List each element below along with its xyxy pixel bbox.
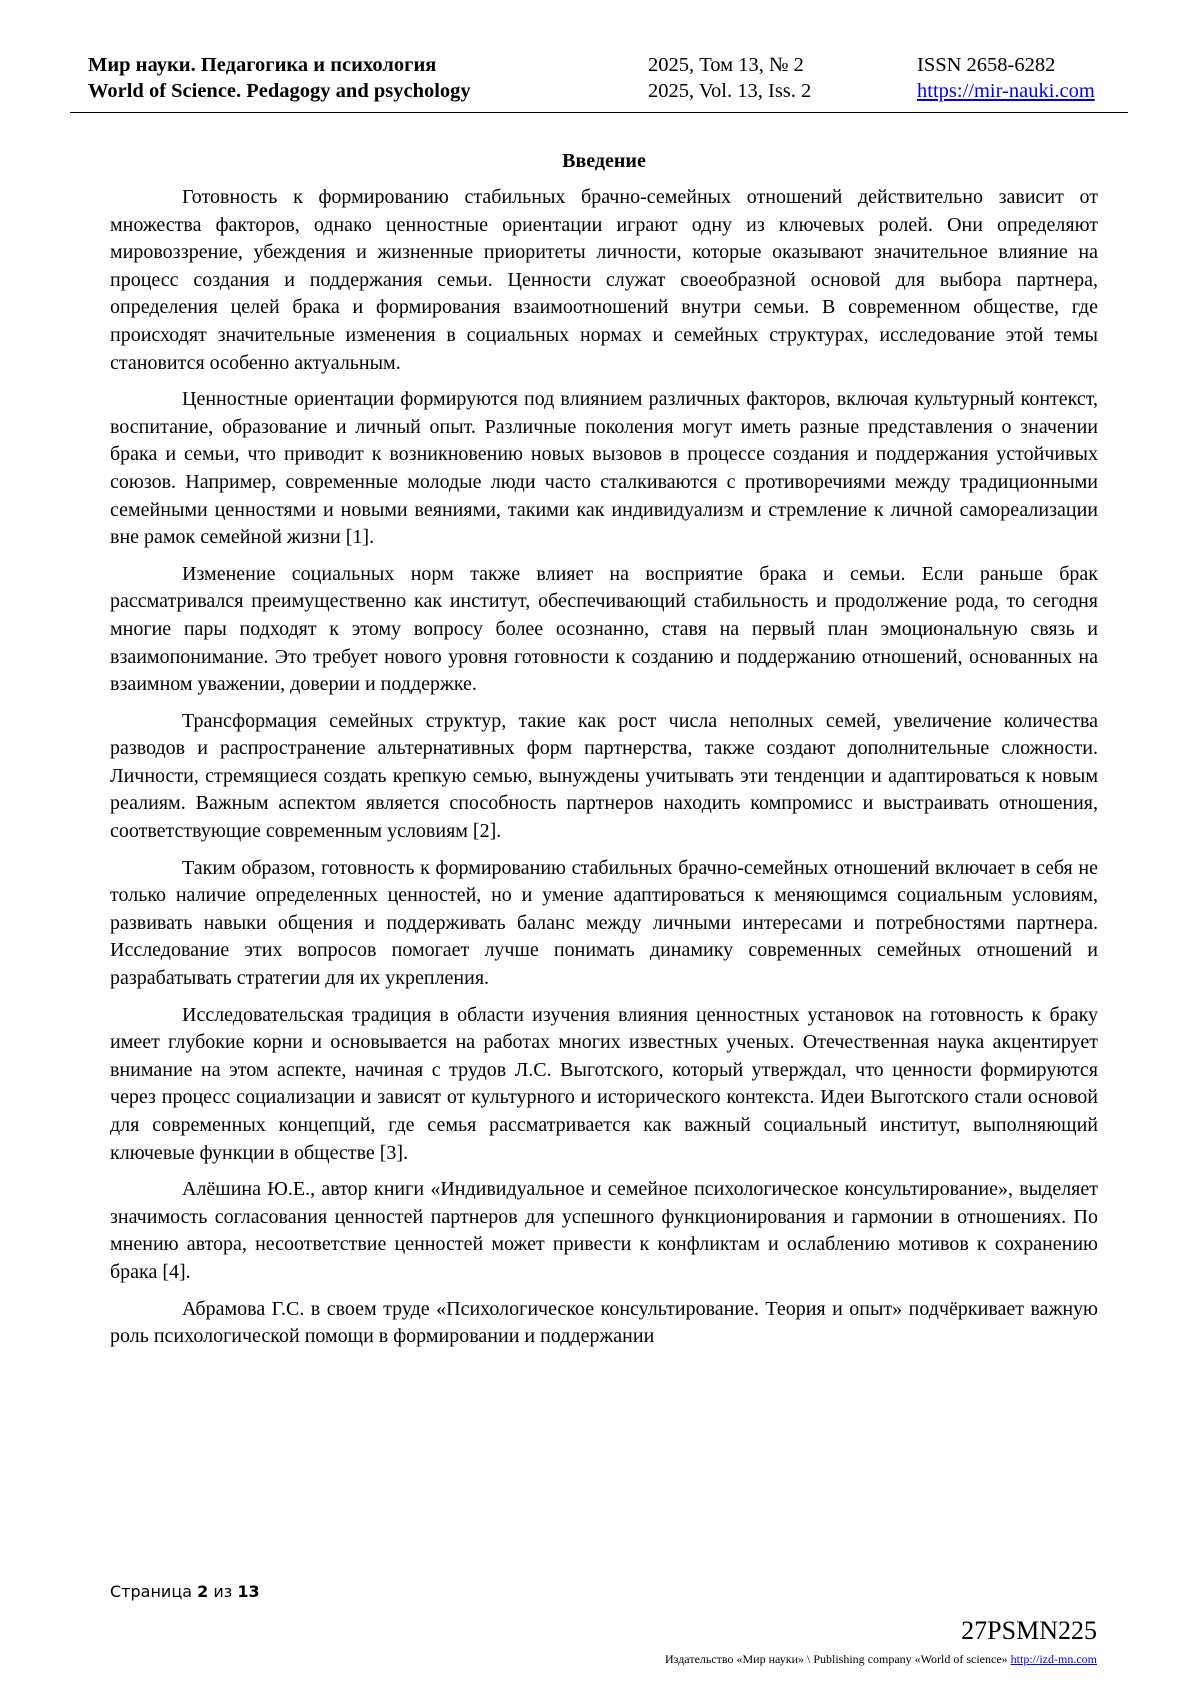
- paragraph-2: Ценностные ориентации формируются под влиянием различных факторов, включая культурный контекст, воспитание, образование и личный опыт. Различные поколения могут иметь разные представления о значении брака и семьи, что приводит к возникновению новых вызовов в процессе создания и поддержания устойчивых союзов. Например, современные молодые люди часто сталкиваются с противоречиями между традиционными семейными ценностями и новыми веяниями, такими как индивидуализм и стремление к личной самореализации вне рамок семейной жизни [1].: [110, 388, 1098, 549]
- section-title: Введение: [562, 150, 646, 172]
- paragraph-6: Исследовательская традиция в области изучения влияния ценностных установок на готовность к браку имеет глубокие корни и основывается на работах многих известных ученых. Отечественная наука акцентирует внимание на этом аспекте, начиная с трудов Л.С. Выготского, который утверждал, что ценности формируются через процесс социализации и зависят от культурного и исторического контекста. Идеи Выготского стали основой для современных концепций, где семья рассматривается как важный социальный институт, выполняющий ключевые функции в обществе [3].: [110, 1003, 1098, 1164]
- publisher-line: [665, 1652, 1097, 1667]
- issn-block: [917, 52, 1095, 104]
- page-total: 13: [237, 1582, 260, 1601]
- publisher-text: Издательство «Мир науки» \ Publishing company «World of science»: [665, 1652, 1008, 1666]
- page-number: [110, 1582, 260, 1601]
- publisher-url-link[interactable]: http://izd-mn.com: [1010, 1652, 1097, 1666]
- journal-title-ru: Мир науки. Педагогика и психология: [88, 54, 437, 76]
- paragraph-5: Таким образом, готовность к формированию стабильных брачно-семейных отношений включает в себя не только наличие определенных ценностей, но и умение адаптироваться к меняющимся социальным условиям, развивать навыки общения и поддерживать баланс между личными интересами и потребностями партнера. Исследование этих вопросов помогает лучше понимать динамику современных семейных отношений и разрабатывать стратегии для их укрепления.: [110, 856, 1098, 990]
- journal-url-link[interactable]: https://mir-nauki.com: [917, 80, 1095, 102]
- article-code: 27PSMN225: [961, 1616, 1097, 1645]
- issue-ru: 2025, Том 13, № 2: [648, 54, 804, 76]
- paragraph-4: Трансформация семейных структур, такие как рост числа неполных семей, увеличение количества разводов и распространение альтернативных форм партнерства, также создают дополнительные сложности. Личности, стремящиеся создать крепкую семью, вынуждены учитывать эти тенденции и адаптироваться к новым реалиям. Важным аспектом является способность партнеров находить компромисс и выстраивать отношения, соответствующие современным условиям [2].: [110, 709, 1098, 843]
- issn: ISSN 2658-6282: [917, 54, 1056, 76]
- paragraph-1: Готовность к формированию стабильных брачно-семейных отношений действительно зависит от множества факторов, однако ценностные ориентации играют одну из ключевых ролей. Они определяют мировоззрение, убеждения и жизненные приоритеты личности, которые оказывают значительное влияние на процесс создания и поддержания семьи. Ценности служат своеобразной основой для выбора партнера, определения целей брака и формирования взаимоотношений внутри семьи. В современном обществе, где происходят значительные изменения в социальных нормах и семейных структурах, исследование этой темы становится особенно актуальным.: [110, 186, 1098, 374]
- page-of: из: [213, 1582, 233, 1601]
- page-label: Страница: [110, 1582, 193, 1601]
- article-body: [110, 148, 1098, 1360]
- journal-title-en: World of Science. Pedagogy and psychology: [88, 80, 471, 102]
- paragraph-7: Алёшина Ю.Е., автор книги «Индивидуальное и семейное психологическое консультирование», выделяет значимость согласования ценностей партнеров для успешного функционирования и гармонии в отношениях. По мнению автора, несоответствие ценностей может привести к конфликтам и ослаблению мотивов к сохранению брака [4].: [110, 1178, 1098, 1283]
- issue-block: [648, 52, 811, 104]
- journal-title-block: [88, 52, 471, 104]
- paragraph-8: Абрамова Г.С. в своем труде «Психологическое консультирование. Теория и опыт» подчёркивает важную роль психологической помощи в формировании и поддержании: [110, 1297, 1098, 1348]
- paragraph-3: Изменение социальных норм также влияет на восприятие брака и семьи. Если раньше брак рассматривался преимущественно как институт, обеспечивающий стабильность и продолжение рода, то сегодня многие пары подходят к этому вопросу более осознанно, ставя на первый план эмоциональную связь и взаимопонимание. Это требует нового уровня готовности к созданию и поддержанию отношений, основанных на взаимном уважении, доверии и поддержке.: [110, 562, 1098, 696]
- running-header: [70, 50, 1128, 113]
- page-current: 2: [197, 1582, 209, 1601]
- issue-en: 2025, Vol. 13, Iss. 2: [648, 80, 812, 102]
